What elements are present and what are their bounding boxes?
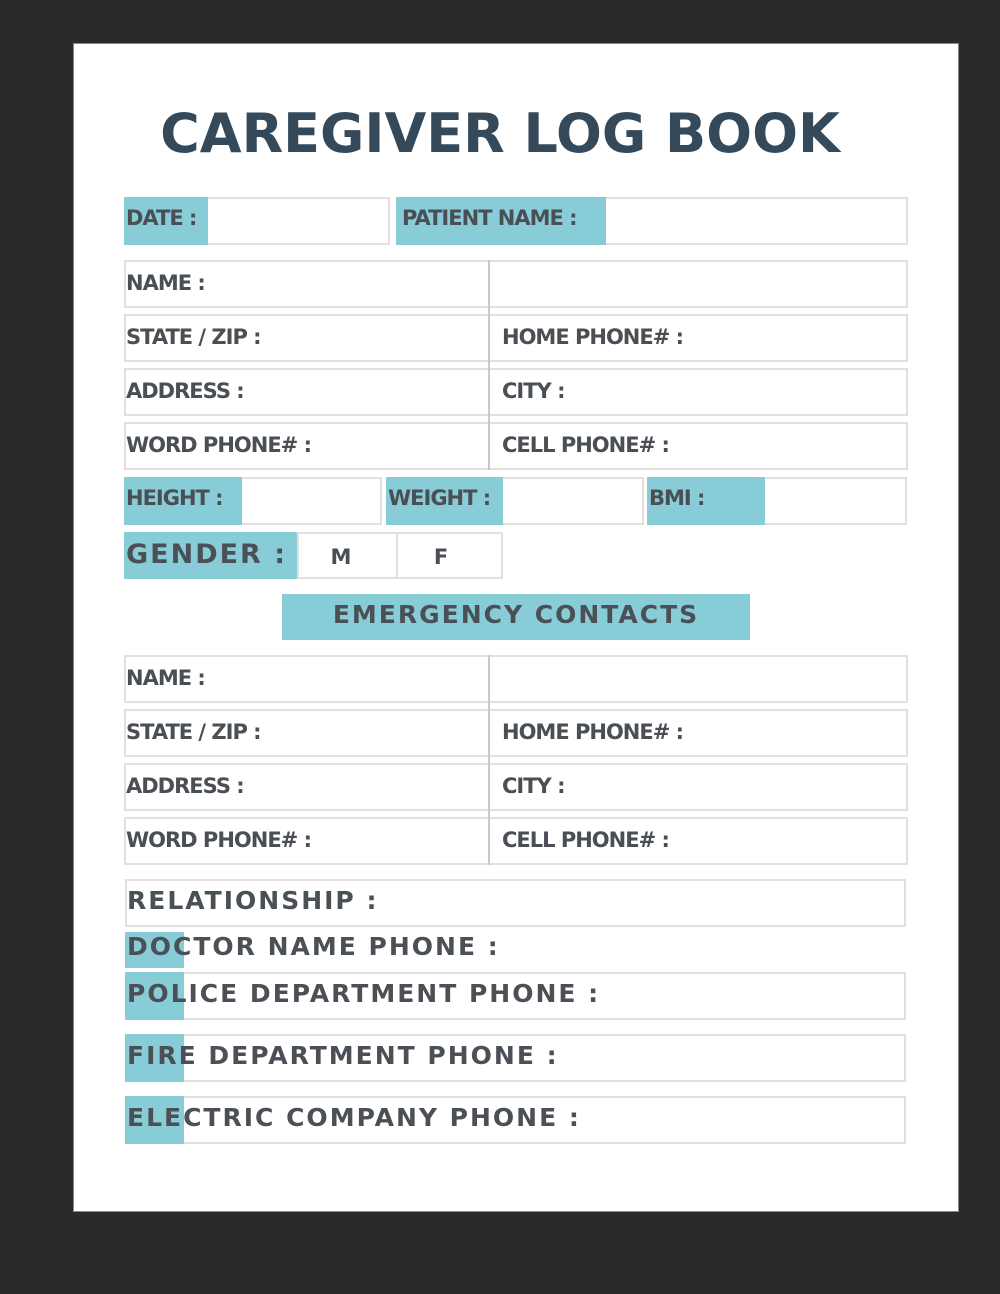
relationship-label: RELATIONSHIP : xyxy=(127,886,379,915)
patient-city-label: CITY : xyxy=(502,379,565,403)
patient-column-divider xyxy=(488,260,490,470)
doctor-name-phone-label: DOCTOR NAME PHONE : xyxy=(127,932,500,961)
emergency-name-row[interactable] xyxy=(124,655,908,703)
patient-name-row[interactable] xyxy=(124,260,908,308)
patient-cell-phone-label: CELL PHONE# : xyxy=(502,433,669,457)
gender-option-m-label: M xyxy=(330,545,352,569)
bmi-label: BMI : xyxy=(649,486,705,510)
emergency-city-label: CITY : xyxy=(502,774,565,798)
emergency-home-phone-label: HOME PHONE# : xyxy=(502,720,684,744)
gender-label: GENDER : xyxy=(126,539,288,570)
emergency-name-label: NAME : xyxy=(126,666,205,690)
emergency-cell-phone-label: CELL PHONE# : xyxy=(502,828,669,852)
patient-state-zip-label: STATE / ZIP : xyxy=(126,325,261,349)
police-phone-label: POLICE DEPARTMENT PHONE : xyxy=(127,979,601,1008)
date-label: DATE : xyxy=(126,206,197,230)
page-title: CAREGIVER LOG BOOK xyxy=(160,102,840,165)
emergency-work-phone-label: WORD PHONE# : xyxy=(126,828,311,852)
electric-phone-label: ELECTRIC COMPANY PHONE : xyxy=(127,1103,581,1132)
patient-home-phone-label: HOME PHONE# : xyxy=(502,325,684,349)
gender-option-f-label: F xyxy=(433,545,449,569)
patient-name-row-label: NAME : xyxy=(126,271,205,295)
patient-address-label: ADDRESS : xyxy=(126,379,244,403)
patient-work-phone-label: WORD PHONE# : xyxy=(126,433,311,457)
fire-phone-label: FIRE DEPARTMENT PHONE : xyxy=(127,1041,559,1070)
emergency-column-divider xyxy=(488,655,490,865)
emergency-state-zip-label: STATE / ZIP : xyxy=(126,720,261,744)
weight-label: WEIGHT : xyxy=(388,486,491,510)
emergency-address-label: ADDRESS : xyxy=(126,774,244,798)
emergency-contacts-title: EMERGENCY CONTACTS xyxy=(332,600,700,629)
height-label: HEIGHT : xyxy=(126,486,223,510)
patient-name-label: PATIENT NAME : xyxy=(402,206,577,230)
